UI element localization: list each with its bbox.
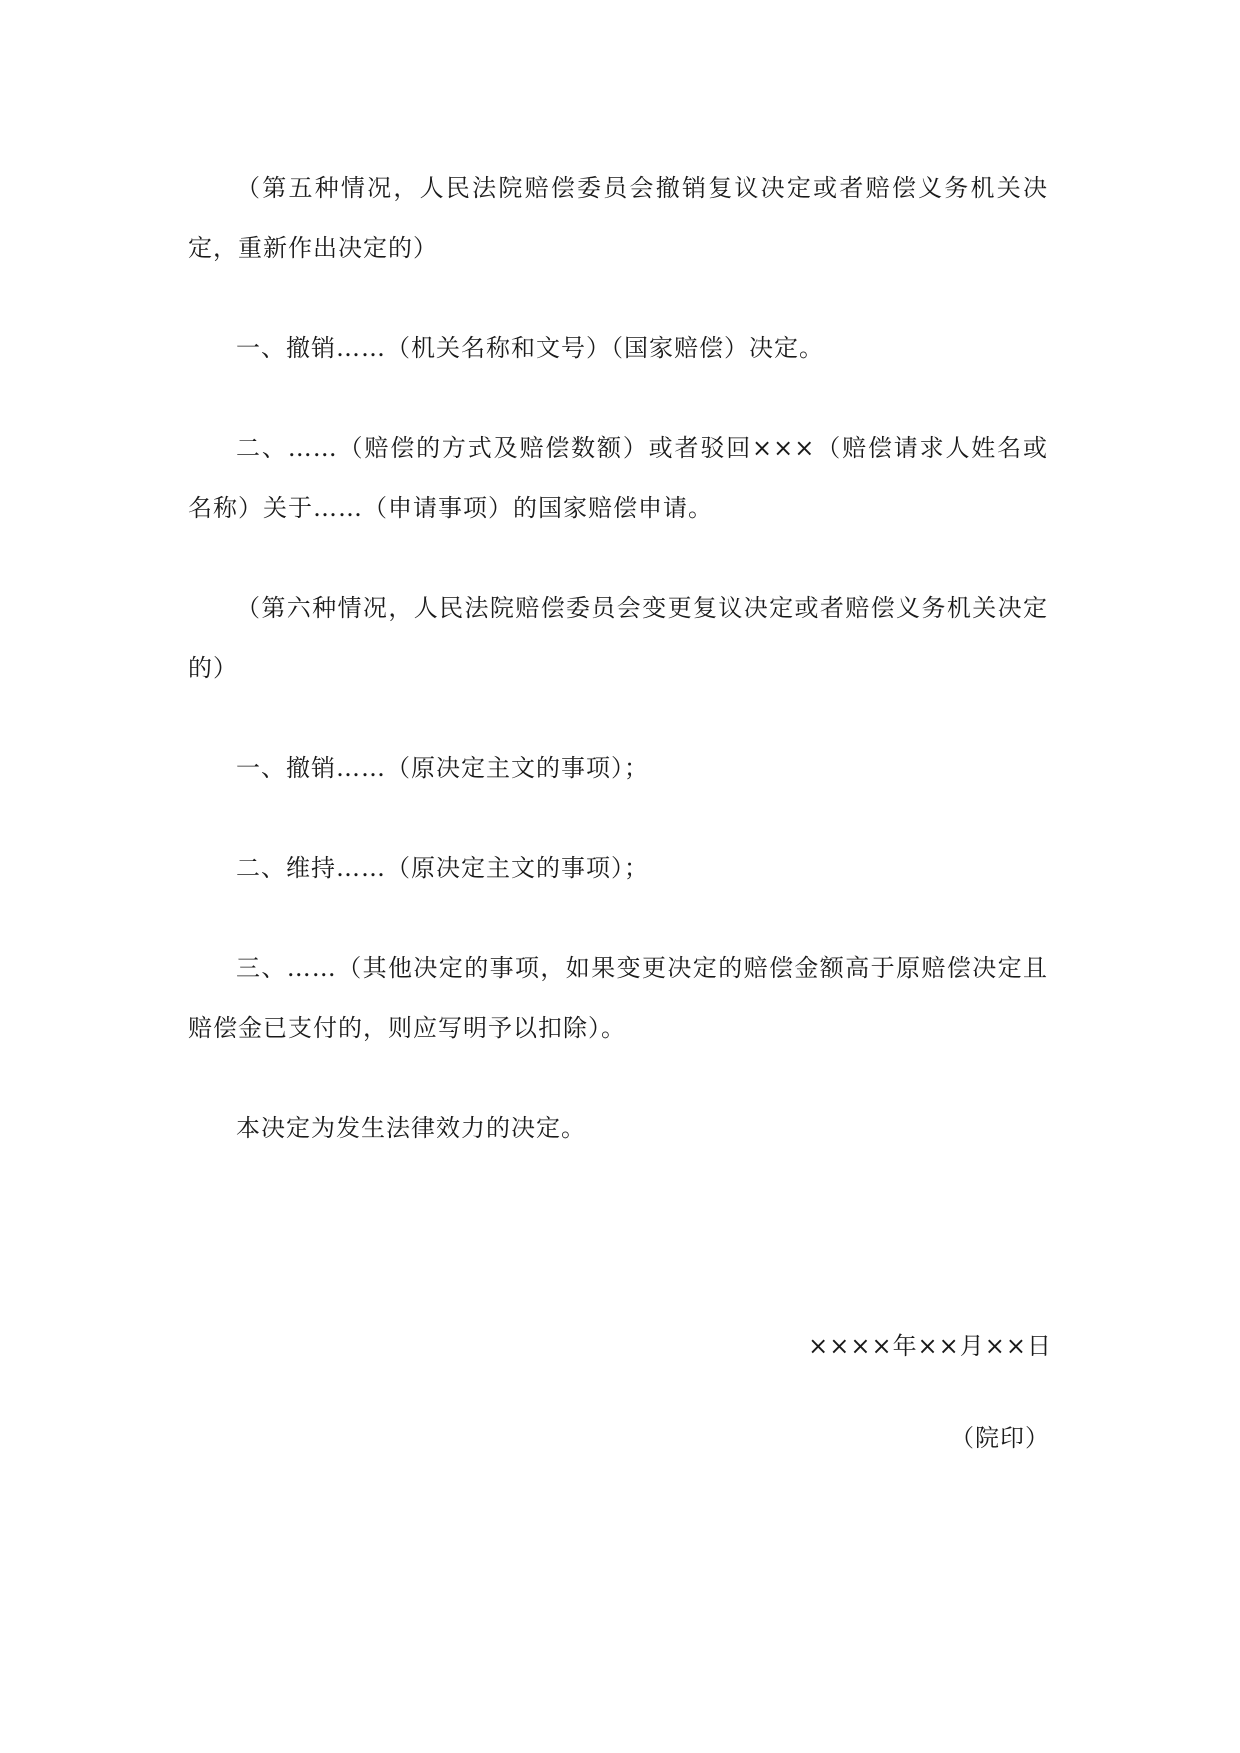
paragraph-case-five-item-one: 一、撤销……（机关名称和文号）（国家赔偿）决定。	[236, 334, 824, 362]
paragraph-case-six-heading: （第六种情况，人民法院赔偿委员会变更复议决定或者赔偿义务机关决定的）	[188, 594, 1048, 682]
paragraph-case-six-item-three: 三、……（其他决定的事项，如果变更决定的赔偿金额高于原赔偿决定且赔偿金已支付的，则应写明予以扣除）。	[188, 954, 1048, 1042]
paragraph-effect-statement: 本决定为发生法律效力的决定。	[236, 1114, 586, 1142]
paragraph-case-six-item-one: 一、撤销……（原决定主文的事项）；	[236, 754, 649, 782]
paragraph-case-five-heading: （第五种情况，人民法院赔偿委员会撤销复议决定或者赔偿义务机关决定，重新作出决定的）	[188, 174, 1048, 262]
document-date: ××××年××月××日	[808, 1332, 1052, 1360]
document-body	[188, 158, 1048, 1198]
court-seal-note: （院印）	[950, 1424, 1050, 1452]
paragraph-case-five-item-two: 二、……（赔偿的方式及赔偿数额）或者驳回×××（赔偿请求人姓名或名称）关于……（申请事项）的国家赔偿申请。	[188, 434, 1048, 522]
paragraph-case-six-item-two: 二、维持……（原决定主文的事项）；	[236, 854, 649, 882]
